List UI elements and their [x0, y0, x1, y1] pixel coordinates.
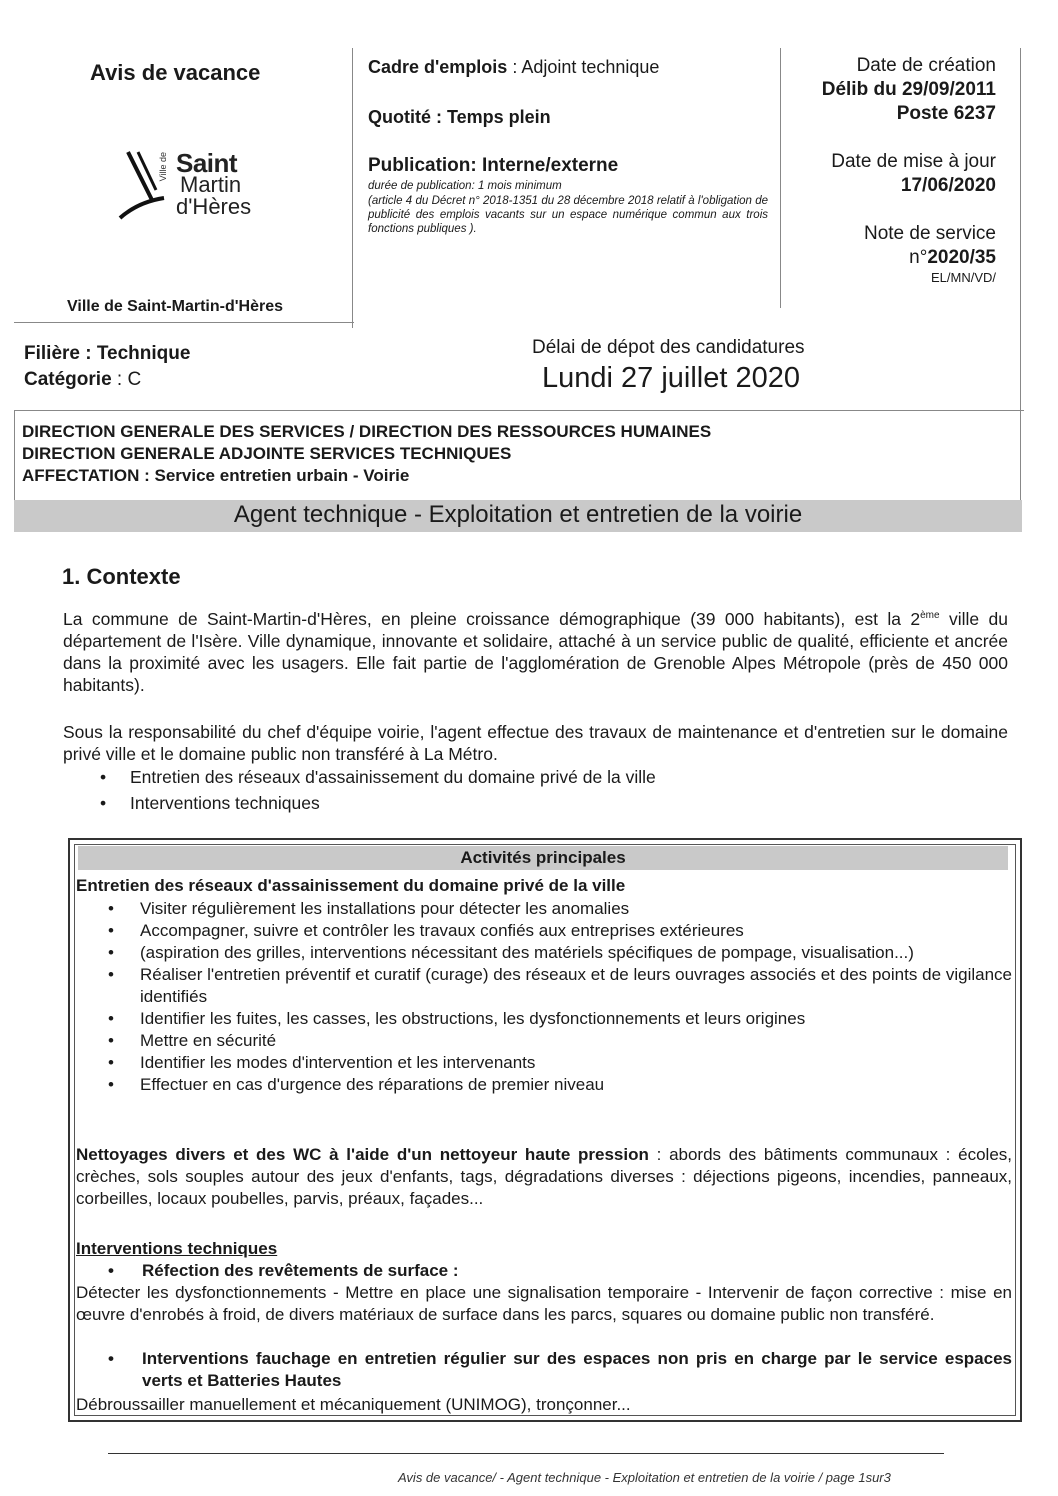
- categorie-value: : C: [111, 369, 142, 390]
- city-logo-icon: [118, 150, 178, 222]
- bullet-icon: •: [108, 965, 114, 984]
- s3-b1-text: Réfection des revêtements de surface :: [142, 1261, 459, 1280]
- s1-item: [108, 964, 1012, 1008]
- filiere: Filière : Technique: [24, 343, 191, 364]
- s3-text-1: Détecter les dysfonctionnements - Mettre en place une signalisation temporaire - Intervenir de façon corrective : mise en œuvre d'enrobés à froid, de divers matériaux de surface dans les parcs, squares ou domaine public non transféré.: [76, 1283, 1012, 1324]
- s3-bullet-2: [108, 1348, 1012, 1392]
- bullet-icon: •: [108, 1053, 114, 1072]
- bullet-icon: •: [108, 899, 114, 918]
- avis-de-vacance-title: Avis de vacance: [90, 60, 261, 85]
- s1-title: Entretien des réseaux d'assainissement du domaine privé de la ville: [76, 876, 626, 895]
- direction-block: [22, 421, 711, 487]
- s1-item-text: Identifier les modes d'intervention et les intervenants: [140, 1053, 536, 1072]
- context-bullet-1-text: Entretien des réseaux d'assainissement du domaine privé de la ville: [130, 767, 656, 787]
- logo-line-2: Martin: [180, 172, 242, 197]
- s2-bold: Nettoyages divers et des WC à l'aide d'un nettoyeur haute pression: [76, 1145, 649, 1164]
- note-ref: EL/MN/VD/: [930, 270, 996, 285]
- s1-item-text: (aspiration des grilles, interventions nécessitant des matériels spécifiques de pompage, visualisation...): [140, 943, 914, 962]
- footer-rule: [108, 1453, 944, 1454]
- context-paragraph-2: Sous la responsabilité du chef d'équipe voirie, l'agent effectue des travaux de maintenance et d'entretien sur le domaine privé ville et le domaine public non transféré à La Métro.: [63, 722, 1008, 764]
- s1-item: [108, 1074, 1012, 1096]
- city-logo-text: [176, 148, 252, 219]
- context-paragraph-1: [63, 608, 1008, 696]
- context-bullet-2-text: Interventions techniques: [130, 793, 320, 813]
- s3-b2-text: Interventions fauchage en entretien régulier sur des espaces non pris en charge par le service espaces verts et Batteries Hautes: [142, 1349, 1012, 1390]
- poste-number: Poste 6237: [896, 103, 996, 124]
- cadre-value: : Adjoint technique: [507, 57, 660, 77]
- s1-item-text: Effectuer en cas d'urgence des réparations de premier niveau: [140, 1075, 605, 1094]
- affectation-line: AFFECTATION : Service entretien urbain - Voirie: [22, 466, 410, 485]
- bullet-icon: •: [108, 943, 114, 962]
- s1-item-text: Visiter régulièrement les installations pour détecter les anomalies: [140, 899, 630, 918]
- note-prefix: n°: [909, 247, 928, 268]
- publication: Publication: Interne/externe: [368, 155, 619, 176]
- right-header-block: [790, 54, 996, 286]
- s3-title: [76, 1238, 277, 1260]
- categorie: [24, 369, 141, 391]
- note-num: 2020/35: [927, 247, 996, 268]
- s2-paragraph: [76, 1144, 1012, 1210]
- publication-duration: durée de publication: 1 mois minimum: [368, 180, 562, 192]
- header-divider-h1: [14, 322, 354, 323]
- header-divider-1: [352, 48, 353, 328]
- s1-item-text: Réaliser l'entretien préventif et curatif (curage) des réseaux et de leurs ouvrages associés et des points de vigilance identifiés: [140, 965, 1012, 1006]
- s1-item-text: Identifier les fuites, les casses, les obstructions, les dysfonctionnements et leurs origines: [140, 1009, 806, 1028]
- date-maj-label: Date de mise à jour: [831, 151, 996, 172]
- logo-vertical-text: Ville de: [158, 152, 168, 182]
- s1-item-text: Mettre en sécurité: [140, 1031, 277, 1050]
- context-p1-sup: ème: [920, 610, 940, 622]
- bullet-icon: •: [108, 1349, 114, 1368]
- city-name: Ville de Saint-Martin-d'Hères: [67, 298, 284, 315]
- context-p1a: La commune de Saint-Martin-d'Hères, en pleine croissance démographique (39 000 habitants), est la 2: [63, 609, 921, 629]
- bullet-icon: •: [108, 921, 114, 940]
- job-title-bar: Agent technique - Exploitation et entretien de la voirie: [14, 500, 1022, 532]
- delib-date: Délib du 29/09/2011: [821, 79, 996, 100]
- publication-legal-note: (article 4 du Décret n° 2018-1351 du 28 décembre 2018 relatif à l'obligation de publicité des emplois vacants sur un espace numérique commun aux trois fonctions publiques ).: [368, 195, 768, 235]
- bullet-icon: •: [100, 793, 107, 813]
- date-maj: 17/06/2020: [900, 175, 996, 196]
- page-border-left: [14, 410, 15, 500]
- logo-line-3: d'Hères: [176, 194, 252, 219]
- bullet-icon: •: [108, 1009, 114, 1028]
- date-creation-label: Date de création: [856, 55, 996, 76]
- page-border-right: [1020, 48, 1021, 500]
- direction-line-1: DIRECTION GENERALE DES SERVICES / DIRECTION DES RESSOURCES HUMAINES: [22, 422, 712, 441]
- categorie-label: Catégorie: [24, 369, 112, 390]
- s1-item: [108, 1052, 1012, 1074]
- bullet-icon: •: [108, 1261, 114, 1280]
- section-heading-contexte: 1. Contexte: [62, 564, 181, 589]
- cadre-label: Cadre d'emplois: [368, 57, 508, 77]
- delai-label: Délai de dépot des candidatures: [532, 337, 805, 358]
- s1-item: [108, 920, 1012, 942]
- s1-item: [108, 942, 1012, 964]
- note-number: [790, 246, 996, 270]
- bullet-icon: •: [108, 1075, 114, 1094]
- page-footer: Avis de vacance/ - Agent technique - Exploitation et entretien de la voirie / page 1sur3: [398, 1470, 891, 1485]
- s1-item: [108, 898, 1012, 920]
- note-label: Note de service: [863, 223, 996, 244]
- s1-item: [108, 1030, 1012, 1052]
- direction-line-2: DIRECTION GENERALE ADJOINTE SERVICES TECHNIQUES: [22, 444, 512, 463]
- s1-item: [108, 1008, 1012, 1030]
- delai-date: Lundi 27 juillet 2020: [542, 362, 800, 394]
- cadre-emplois: [368, 57, 659, 78]
- header-divider-2: [780, 48, 781, 308]
- quotite: Quotité : Temps plein: [368, 107, 551, 127]
- bullet-icon: •: [108, 1031, 114, 1050]
- s3-text-2: Débroussailler manuellement et mécaniquement (UNIMOG), tronçonner...: [76, 1395, 631, 1414]
- logo-line-1: Saint: [176, 148, 238, 178]
- s2-text: : abords des bâtiments communaux : écoles, crèches, sols souples autour des jeux d'enfants, tags, dégradations diverses : déjections pigeons, incendies, panneaux, corbeilles, locaux poubelles, parvis, préaux, façades...: [76, 1145, 1012, 1208]
- s1-list: [108, 898, 1012, 1096]
- s3-bullet-1: [108, 1260, 1046, 1282]
- context-p1b: ville du département de l'Isère. Ville dynamique, innovante et solidaire, attaché à un service public de qualité, efficiente et ancrée dans la proximité avec les usagers. Elle fait partie de l'agglomération de Grenoble Alpes Métropole (près de 450 000 habitants).: [63, 609, 1008, 695]
- header-divider-h2: [14, 410, 1024, 411]
- activities-heading: Activités principales: [78, 846, 1008, 870]
- bullet-icon: •: [100, 767, 107, 787]
- s1-item-text: Accompagner, suivre et contrôler les travaux confiés aux entreprises extérieures: [140, 921, 744, 940]
- s3-title-text: Interventions techniques: [76, 1239, 278, 1258]
